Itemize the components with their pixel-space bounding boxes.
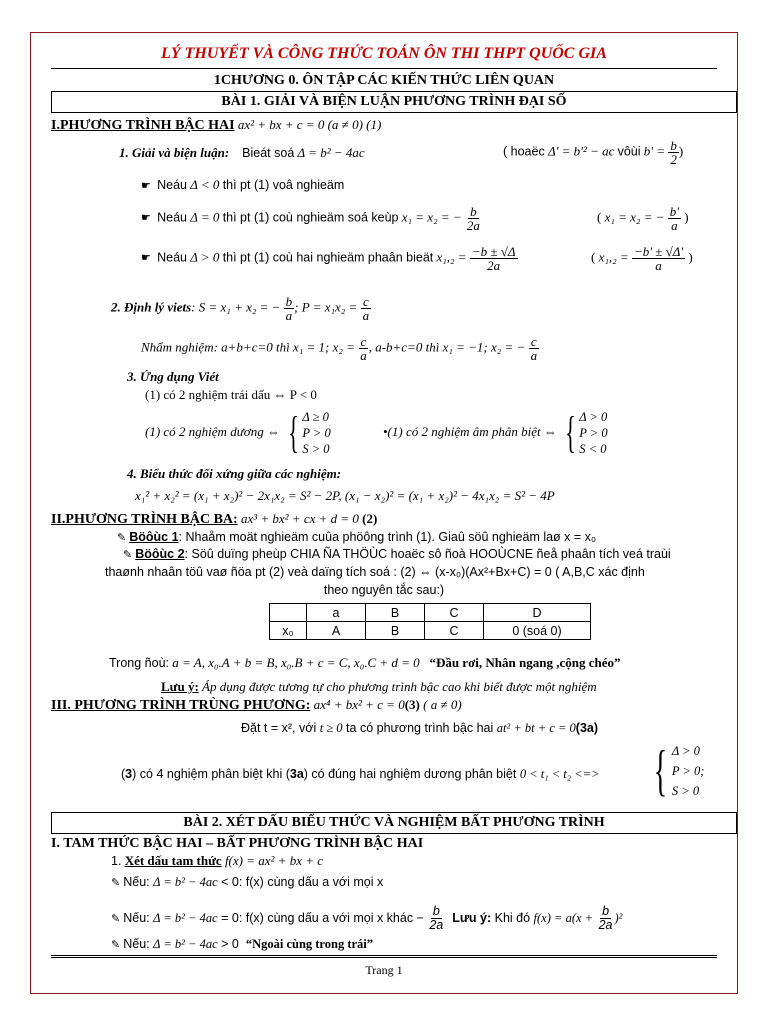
pencil-icon: ✎ [123,549,133,561]
section-2-line [51,511,377,528]
quadratic-prime-fraction: $\frac{-b' \pm √\Delta'}{a}$ [633,244,684,273]
equation-3a-number: (3a) [575,721,599,735]
step-2-line-2: thaønh nhaân töû vaø ñöa pt (2) veà daïng tích soá : (2) ⇔ (x-x₀)(Ax²+Bx+C) = 0 ( A,B,C xác định [105,565,645,579]
luu-y-line [161,679,597,695]
sign-case-1: ✎ Nếu: Δ = b² − 4ac < 0: f(x) cùng dấu a với mọi x [111,875,384,889]
condition-text-2: có đúng hai nghiệm dương phân biệt [311,767,517,781]
table-row: a B C D [270,604,591,622]
page-frame [30,32,738,994]
trong-do-label: Trong ñoù: [109,656,169,670]
title-rule [51,68,717,69]
sign-case-3: ✎ Nếu: Δ = b² − 4ac > 0 “Ngoài cùng trong trái” [111,937,374,951]
case-3-condition: Δ > 0 [190,249,220,265]
case-3-root: x₁,₂ = [436,249,467,265]
substitution-text-2: ta có phương trình bậc hai [346,721,494,735]
system-3a: { Δ > 0 P > 0; S > 0 [653,740,705,802]
nham-text-2: , a-b+c=0 thì [368,339,440,355]
condition-line: (3) có 4 nghiệm phân biệt khi (3a) có đúng hai nghiệm dương phân biệt 0 < t₁ < t₂ <=> [121,767,600,781]
section-3-line [51,697,462,714]
step-2-text: : Söû duïng pheùp CHIA ÑA THÖÙC hoaëc sô ñoà HOOÙCNE ñeå phaân tích veá traùi [184,547,671,561]
case-1-neu: Neáu [157,178,188,192]
pointing-hand-icon: ☛ [141,212,151,225]
section-3-heading: III. PHƯƠNG TRÌNH TRÙNG PHƯƠNG: [51,698,311,713]
case-1-text: thì pt (1) voâ nghieäm [222,178,345,192]
substitution-line [241,721,598,736]
pointing-hand-icon: ☛ [141,252,151,265]
pencil-icon: ✎ [117,532,127,544]
step-1-line [117,530,596,544]
pencil-icon: ✎ [111,877,121,889]
viet-label: 2. Định lý viets [111,299,192,315]
luu-y-text: Áp dụng được tương tự cho phương trình bậc cao khi biết được một nghiệm [202,679,597,694]
quadratic-t-equation: at² + bt + c = 0 [496,721,576,735]
case-1-line [141,177,344,193]
section-3-equation: ax⁴ + bx² + c = 0 [313,697,405,712]
step-2-line [123,547,671,561]
solve-line [119,145,365,161]
hoac-text: ( hoaëc [503,144,545,159]
system-positive: { Δ ≥ 0 P > 0 S > 0 [288,408,331,457]
section-3-number: (3) [404,697,420,712]
section-1-line [51,117,381,134]
case-3-text: thì pt (1) coù hai nghieäm phaân bieät [222,250,434,265]
step-1-label: Böôùc 1 [129,530,179,544]
nham-text-1: Nhẩm nghiệm: a+b+c=0 thì [141,339,290,355]
luu-y-label: Lưu ý: [161,679,199,694]
bieu-thuc-label: 4. Biểu thức đối xứng giữa các nghiệm: [127,466,342,481]
c-over-a-fraction: $\frac{c}{a}$ [530,334,538,363]
case-2-root: x₁ = x₂ = − [401,209,462,225]
condition-text: có 4 nghiệm phân biệt khi [139,767,283,781]
lesson-2-heading: BÀI 2. XÉT DẤU BIỂU THỨC VÀ NGHIỆM BẤT PHƯƠNG TRÌNH [51,812,737,834]
case-1-condition: Δ < 0 [190,177,220,192]
substitution-text: Đặt t = x², với [241,721,317,735]
section-3-condition: ( a ≠ 0) [423,697,462,712]
pointing-hand-icon: ☛ [141,180,151,192]
delta-prime-formula: Δ' = b'² − ac [547,143,615,159]
case-3-prime: ( x₁,₂ = $\frac{-b' \pm √\Delta'}{a}$ ) [591,244,693,273]
horner-motto: “Đầu rơi, Nhân ngang ,cộng chéo” [429,655,621,670]
ung-dung-3: •(1) có 2 nghiệm âm phân biệt ⇔ { Δ > 0 P > 0 S < 0 [383,408,608,457]
b-over-2a-fraction: $\frac{b}{2a}$ [598,904,613,932]
step-2-label: Böôùc 2 [135,547,185,561]
horner-table [269,603,591,640]
viet-sum: : S = x₁ + x₂ = − [191,299,281,315]
symmetric-formula: x₁² + x₂² = (x₁ + x₂)² − 2x₁x₂ = S² − 2P, (x₁ − x₂)² = (x₁ + x₂)² − 4x₁x₂ = S² − 4P [135,488,555,503]
section-2-equation: ax³ + bx² + cx + d = 0 [240,511,359,526]
sign-motto: “Ngoài cùng trong trái” [245,937,374,951]
delta-prime-line: ( hoaëc Δ' = b'² − ac vôùi b' = $\frac{b}{2}$ ) [503,138,684,167]
viet-product: ; P = x₁x₂ = [294,299,358,315]
section-1-heading: I.PHƯƠNG TRÌNH BẬC HAI [51,118,235,133]
delta-formula: Δ = b² − 4ac [297,145,365,160]
pencil-icon: ✎ [111,939,121,951]
quadratic-formula-fraction: $\frac{-b \pm √\Delta}{2a}$ [471,244,516,273]
biet-text: Bieát soá [242,146,295,160]
luu-y-label-2: Lưu ý: [452,910,492,925]
case-2-line [141,205,482,232]
section-1-equation: ax² + bx + c = 0 (a ≠ 0) (1) [237,117,382,132]
document-title: LÝ THUYẾT VÀ CÔNG THỨC TOÁN ÔN THI THPT QUỐC GIA [161,45,607,62]
viet-line [111,295,371,322]
nham-roots-1: x₁ = 1; x₂ = [292,339,355,355]
case-3-prime-root: x₁,₂ = [598,249,629,265]
section-2-number: (2) [362,511,378,526]
ung-dung-2: (1) có 2 nghiệm dương ⇔ { Δ ≥ 0 P > 0 S > 0 [145,408,331,457]
step-1-text: : Nhaåm moät nghieäm cuûa phöông trình (1). Giaû söû nghieäm laø x = x₀ [178,530,597,544]
solve-label: 1. Giải và biện luận: [119,145,230,160]
chapter-heading: 1CHƯƠNG 0. ÔN TẬP CÁC KIẾN THỨC LIÊN QUAN [213,73,555,88]
sign-case-2: ✎ Nếu: Δ = b² − 4ac = 0: f(x) cùng dấu a với mọi x khác − $\frac{b}{2a}$ Lưu ý: Khi đó f(x) = a(x + $\frac{b}{2a}$ )² [111,904,623,932]
ung-dung-1: (1) có 2 nghiệm trái dấu ⇔ P < 0 [145,387,317,402]
section-2-heading: II.PHƯƠNG TRÌNH BẬC BA: [51,512,238,527]
xet-dau-label: Xét dấu tam thức [124,853,222,868]
nham-roots-2: x₁ = −1; x₂ = − [442,339,526,355]
table-row: x₀ A B C 0 (soá 0) [270,622,591,640]
b-over-2a-fraction: $\frac{b}{2a}$ [429,904,444,932]
voi-text: vôùi [617,144,641,159]
ung-dung-label: 3. Ứng dụng Viét [127,369,219,384]
case-3-neu: Neáu [157,250,188,265]
section-4-heading: I. TAM THỨC BẬC HAI – BẤT PHƯƠNG TRÌNH BẬC HAI [51,836,424,851]
footer-rule [51,955,717,958]
case-2-prime: ( x₁ = x₂ = − $\frac{b'}{a}$ ) [597,204,689,233]
t-condition: t ≥ 0 [319,721,343,735]
roots-order: 0 < t₁ < t₂ <=> [519,767,600,781]
case-2-text: thì pt (1) coù nghieäm soá keùp [222,210,399,225]
b-over-a-fraction: $\frac{b}{a}$ [285,294,293,323]
xet-dau-line: 1. Xét dấu tam thức f(x) = ax² + bx + c [111,853,324,868]
case-2-condition: Δ = 0 [190,209,220,225]
c-over-a-fraction: $\frac{c}{a}$ [360,334,367,363]
trinomial-formula: f(x) = ax² + bx + c [224,853,324,868]
bprime-over-a-fraction: $\frac{b'}{a}$ [669,204,680,233]
trong-do-line [109,655,620,671]
system-negative: { Δ > 0 P > 0 S < 0 [565,408,608,457]
nham-nghiem-line [141,335,539,362]
pencil-icon: ✎ [111,912,121,925]
step-2-line-3: theo nguyên tắc sau:) [323,583,445,597]
b-over-2a-fraction: $\frac{b}{2a}$ [466,204,480,233]
lesson-1-heading: BÀI 1. GIẢI VÀ BIỆN LUẬN PHƯƠNG TRÌNH ĐẠI SỐ [51,91,737,113]
page-number: Trang 1 [365,963,403,977]
c-over-a-fraction: $\frac{c}{a}$ [362,294,370,323]
trong-do-equations: a = A, x₀.A + b = B, x₀.B + c = C, x₀.C + d = 0 [172,655,420,670]
case-3-line [141,245,518,272]
b-prime-label: b' = [643,143,666,159]
b-over-2-fraction: $\frac{b}{2}$ [670,138,677,167]
case-2-prime-root: x₁ = x₂ = − [604,209,665,225]
case-2-neu: Neáu [157,210,188,225]
